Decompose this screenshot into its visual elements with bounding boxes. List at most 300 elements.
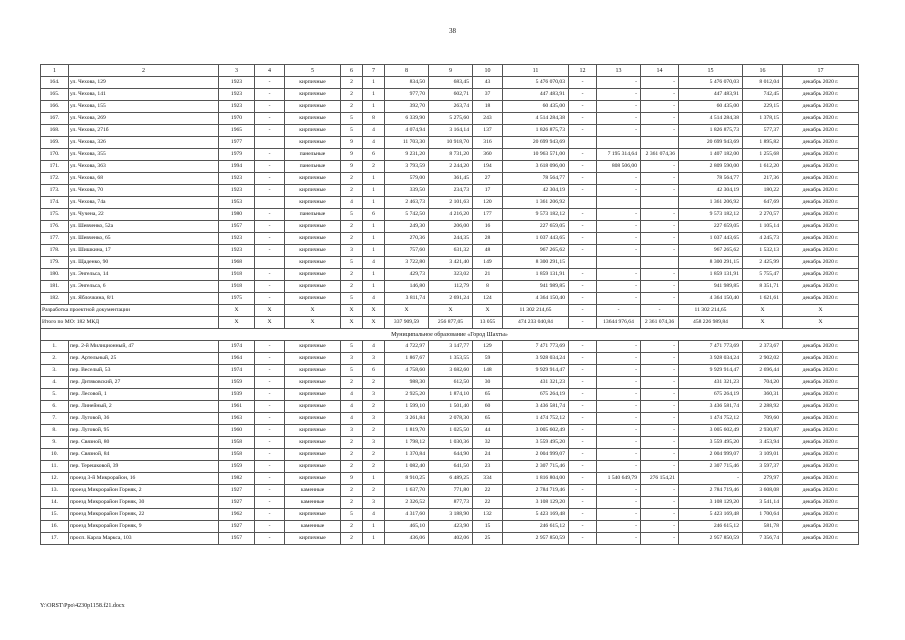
section-title: Муниципальное образование «Город Шахты» <box>41 329 859 341</box>
table-cell: - <box>641 101 679 113</box>
table-cell: 78 564,77 <box>679 173 743 185</box>
table-cell: 2 <box>363 425 385 437</box>
table-cell: кирпичные <box>285 377 341 389</box>
table-row <box>41 245 859 257</box>
table-cell: кирпичные <box>285 461 341 473</box>
table-cell: 2 930,87 <box>743 425 783 437</box>
table-cell: - <box>597 281 641 293</box>
table-cell: кирпичные <box>285 197 341 209</box>
table-cell: 1 370,84 <box>385 449 429 461</box>
table-cell: 2 <box>341 89 363 101</box>
table-cell: 977,70 <box>385 89 429 101</box>
table-cell: 3 793,59 <box>385 161 429 173</box>
table-cell: 4 <box>363 509 385 521</box>
table-cell: - <box>569 173 597 185</box>
summary-cell: X <box>219 317 255 329</box>
table-cell: - <box>569 125 597 137</box>
table-cell: просп. Карла Маркса, 103 <box>69 533 219 545</box>
table-cell: 1964 <box>219 353 255 365</box>
table-cell: 2 <box>363 485 385 497</box>
table-cell: 168. <box>41 125 69 137</box>
table-cell: - <box>597 221 641 233</box>
table-cell: пер. Луговой, 36 <box>69 413 219 425</box>
table-cell: 9 231,20 <box>385 149 429 161</box>
table-cell: 3 541,14 <box>743 497 783 509</box>
table-cell: 1970 <box>219 113 255 125</box>
summary-cell: X <box>473 305 503 317</box>
table-cell: 3. <box>41 365 69 377</box>
table-cell: - <box>641 365 679 377</box>
column-number: 8 <box>385 65 429 77</box>
table-cell: 24 <box>473 449 503 461</box>
summary-cell: X <box>363 317 385 329</box>
table-cell: - <box>641 401 679 413</box>
table-cell: - <box>255 533 285 545</box>
table-cell: 2 902,02 <box>743 353 783 365</box>
table-cell: 742,45 <box>743 89 783 101</box>
table-cell: 4 <box>341 413 363 425</box>
table-cell: 941 989,85 <box>679 281 743 293</box>
table-cell: - <box>569 77 597 89</box>
summary-cell: X <box>743 305 783 317</box>
table-cell: 2 <box>341 485 363 497</box>
table-cell: - <box>255 125 285 137</box>
table-cell: декабрь 2020 г. <box>783 401 859 413</box>
table-cell: 132 <box>473 509 503 521</box>
page-number: 38 <box>449 27 456 35</box>
table-row <box>41 113 859 125</box>
table-cell: - <box>597 425 641 437</box>
table-cell: 8 <box>473 281 503 293</box>
table-cell: 2 373,67 <box>743 341 783 353</box>
table-cell: ул. Чехова, 141 <box>69 89 219 101</box>
table-cell: 4 758,60 <box>385 365 429 377</box>
table-cell: 429,73 <box>385 269 429 281</box>
table-cell <box>641 137 679 149</box>
table-row <box>41 77 859 89</box>
column-number: 3 <box>219 65 255 77</box>
table-cell: - <box>597 269 641 281</box>
table-cell: - <box>255 365 285 377</box>
table-cell: 316 <box>473 137 503 149</box>
table-cell: 176. <box>41 221 69 233</box>
table-cell: 6 <box>363 365 385 377</box>
table-cell: 1959 <box>219 461 255 473</box>
table-cell: 1 407 182,00 <box>679 149 743 161</box>
table-cell: 2 <box>363 449 385 461</box>
table-cell: 170. <box>41 149 69 161</box>
table-cell: 4 245,73 <box>743 233 783 245</box>
table-cell: 1 <box>363 269 385 281</box>
table-cell: 3 109,01 <box>743 449 783 461</box>
table-cell: 4 <box>363 257 385 269</box>
table-row <box>41 89 859 101</box>
table-cell: кирпичные <box>285 473 341 485</box>
table-cell: 173. <box>41 185 69 197</box>
table-cell: - <box>255 185 285 197</box>
table-cell: 10. <box>41 449 69 461</box>
summary-cell: 256 877,05 <box>429 317 473 329</box>
table-cell: 270,36 <box>385 233 429 245</box>
table-cell: декабрь 2020 г. <box>783 221 859 233</box>
table-cell: - <box>255 389 285 401</box>
table-cell: 1974 <box>219 341 255 353</box>
table-cell: 1 826 875,73 <box>503 125 569 137</box>
table-cell: 3 <box>341 245 363 257</box>
table-row <box>41 125 859 137</box>
table-cell: 5. <box>41 389 69 401</box>
table-cell: 65 <box>473 413 503 425</box>
table-cell: 1 599,10 <box>385 401 429 413</box>
table-cell: 3 108 129,20 <box>503 497 569 509</box>
table-cell: 1 474 752,12 <box>679 413 743 425</box>
table-row <box>41 521 859 533</box>
table-cell: декабрь 2020 г. <box>783 413 859 425</box>
table-cell: кирпичные <box>285 353 341 365</box>
table-cell: кирпичные <box>285 449 341 461</box>
table-cell: ул. Чехова, 271б <box>69 125 219 137</box>
table-cell: 8 351,71 <box>743 281 783 293</box>
table-cell: 988,30 <box>385 377 429 389</box>
table-cell: декабрь 2020 г. <box>783 185 859 197</box>
table-cell: 6 <box>363 149 385 161</box>
table-cell: 9 <box>341 473 363 485</box>
table-cell: - <box>597 353 641 365</box>
table-cell: 1 025,50 <box>429 425 473 437</box>
table-cell: 7 471 773,69 <box>679 341 743 353</box>
table-cell: 3 <box>341 353 363 365</box>
table-cell: 42 304,19 <box>503 185 569 197</box>
table-cell <box>597 137 641 149</box>
table-cell: 3 597,37 <box>743 461 783 473</box>
table-cell: 683,45 <box>429 77 473 89</box>
table-cell: 7 471 773,69 <box>503 341 569 353</box>
table-cell: 9 <box>341 137 363 149</box>
table-cell: 169. <box>41 137 69 149</box>
table-cell: кирпичные <box>285 113 341 125</box>
table-cell: 3 722,80 <box>385 257 429 269</box>
file-path: Y:\ORST\Ppo\4230p1158.f21.docx <box>40 603 125 609</box>
table-cell: 2 <box>363 461 385 473</box>
table-cell: 234,73 <box>429 185 473 197</box>
table-cell: 1980 <box>219 209 255 221</box>
column-number: 15 <box>679 65 743 77</box>
table-cell: декабрь 2020 г. <box>783 101 859 113</box>
table-cell: 1923 <box>219 101 255 113</box>
table-cell: 1 474 752,12 <box>503 413 569 425</box>
table-cell: декабрь 2020 г. <box>783 365 859 377</box>
table-cell: - <box>569 533 597 545</box>
table-cell: 1 700,64 <box>743 509 783 521</box>
table-cell: кирпичные <box>285 389 341 401</box>
table-cell: декабрь 2020 г. <box>783 533 859 545</box>
column-number: 2 <box>69 65 219 77</box>
table-cell: пер. Линейный, 2 <box>69 401 219 413</box>
table-cell: - <box>641 485 679 497</box>
table-row <box>41 533 859 545</box>
table-cell: ул. Чехова, 70 <box>69 185 219 197</box>
table-cell: ул. Шевченко, 65 <box>69 233 219 245</box>
table-cell: 30 <box>473 377 503 389</box>
table-cell: 1 501,40 <box>429 401 473 413</box>
table-cell: 2 809 590,00 <box>679 161 743 173</box>
table-cell: 17 <box>473 185 503 197</box>
table-cell: 1 037 443,65 <box>679 233 743 245</box>
table-cell: 675 264,19 <box>503 389 569 401</box>
table-cell: 1974 <box>219 365 255 377</box>
column-number: 17 <box>783 65 859 77</box>
table-cell: - <box>641 89 679 101</box>
table-cell: кирпичные <box>285 533 341 545</box>
table-cell: 3 147,77 <box>429 341 473 353</box>
table-cell: декабрь 2020 г. <box>783 113 859 125</box>
table-row <box>41 425 859 437</box>
table-cell: пер. Дитяковский, 27 <box>69 377 219 389</box>
table-cell: 23 <box>473 461 503 473</box>
summary-row <box>41 305 859 317</box>
table-cell: проезд 3-й Микрорайон, 16 <box>69 473 219 485</box>
table-cell: 2 463,73 <box>385 197 429 209</box>
table-cell: ул. Чехова, 269 <box>69 113 219 125</box>
table-cell: 1 612,20 <box>743 161 783 173</box>
table-cell: 2 957 850,59 <box>679 533 743 545</box>
column-number: 12 <box>569 65 597 77</box>
table-cell: ул. Чехова, 355 <box>69 149 219 161</box>
table-cell: - <box>255 89 285 101</box>
table-cell: 16. <box>41 521 69 533</box>
table-cell: пер. Терешковой, 39 <box>69 461 219 473</box>
table-cell: 2 <box>341 101 363 113</box>
table-cell: 60 435,00 <box>503 101 569 113</box>
table-cell: 2 270,57 <box>743 209 783 221</box>
table-cell: 2 361 074,36 <box>641 149 679 161</box>
table-cell: каменные <box>285 485 341 497</box>
table-cell: - <box>255 245 285 257</box>
table-cell: 3 436 581,74 <box>503 401 569 413</box>
table-cell: 641,50 <box>429 461 473 473</box>
table-cell: - <box>569 389 597 401</box>
table-cell: ул. Чехова, 363 <box>69 161 219 173</box>
table-cell: 1923 <box>219 233 255 245</box>
table-cell: 3 811,74 <box>385 293 429 305</box>
table-cell: 148 <box>473 365 503 377</box>
table-cell: ул. Щаденко, 90 <box>69 257 219 269</box>
column-number: 6 <box>341 65 363 77</box>
table-cell: 1975 <box>219 293 255 305</box>
table-cell: 1 255,68 <box>743 149 783 161</box>
table-cell: 5 275,60 <box>429 113 473 125</box>
summary-cell: 2 361 074,36 <box>641 317 679 329</box>
table-cell: - <box>597 485 641 497</box>
table-cell: 1 <box>363 473 385 485</box>
table-cell: 7. <box>41 413 69 425</box>
table-cell: 4 <box>341 389 363 401</box>
column-number: 4 <box>255 65 285 77</box>
table-cell: - <box>641 377 679 389</box>
table-cell: - <box>597 401 641 413</box>
table-cell: 9 573 182,12 <box>503 209 569 221</box>
table-cell: ул. Чехова, 74а <box>69 197 219 209</box>
table-cell: 10 918,70 <box>429 137 473 149</box>
table-cell: 2 078,30 <box>429 413 473 425</box>
table-cell: - <box>569 509 597 521</box>
summary-cell: X <box>219 305 255 317</box>
table-cell: - <box>569 293 597 305</box>
table-cell: - <box>569 281 597 293</box>
section-row <box>41 329 859 341</box>
table-cell: - <box>255 521 285 533</box>
table-cell: 1958 <box>219 437 255 449</box>
column-number: 7 <box>363 65 385 77</box>
table-cell: кирпичные <box>285 125 341 137</box>
table-cell: 129 <box>473 341 503 353</box>
table-cell: 3 005 602,49 <box>503 425 569 437</box>
table-cell: 1957 <box>219 221 255 233</box>
table-cell: 602,71 <box>429 89 473 101</box>
table-cell: 4 <box>363 341 385 353</box>
table-cell: - <box>641 209 679 221</box>
summary-cell: X <box>341 305 363 317</box>
table-cell: 177 <box>473 209 503 221</box>
table-cell: 4 <box>363 125 385 137</box>
table-row <box>41 173 859 185</box>
table-cell: 14. <box>41 497 69 509</box>
table-cell: ул. Яблочкина, 8/1 <box>69 293 219 305</box>
table-cell: 877,73 <box>429 497 473 509</box>
table-cell: декабрь 2020 г. <box>783 257 859 269</box>
table-cell: 3 421,40 <box>429 257 473 269</box>
table-cell: 3 005 602,49 <box>679 425 743 437</box>
table-cell: 581,78 <box>743 521 783 533</box>
table-cell: 361,45 <box>429 173 473 185</box>
table-cell: - <box>569 449 597 461</box>
table-cell: 1 361 206,92 <box>679 197 743 209</box>
table-row <box>41 341 859 353</box>
table-cell: 59 <box>473 353 503 365</box>
column-number: 1 <box>41 65 69 77</box>
table-cell: - <box>255 473 285 485</box>
table-cell: кирпичные <box>285 233 341 245</box>
table-cell: 5 <box>341 125 363 137</box>
table-cell: 149 <box>473 257 503 269</box>
column-number: 11 <box>503 65 569 77</box>
table-cell: 5 <box>341 509 363 521</box>
table-cell: 171. <box>41 161 69 173</box>
table-cell: 3 <box>363 389 385 401</box>
table-cell: 3 164,14 <box>429 125 473 137</box>
table-cell: 1 361 206,92 <box>503 197 569 209</box>
table-cell: 9 929 914,47 <box>679 365 743 377</box>
table-cell: кирпичные <box>285 185 341 197</box>
table-cell: 3 <box>363 437 385 449</box>
table-cell: 12. <box>41 473 69 485</box>
summary-label: Итого по МО: 182 МКД <box>41 317 219 329</box>
table-cell: - <box>255 113 285 125</box>
table-cell: 323,02 <box>429 269 473 281</box>
table-cell: 1 867,67 <box>385 353 429 365</box>
table-cell: 2 <box>341 521 363 533</box>
table-cell: 1 621,61 <box>743 293 783 305</box>
table-cell: кирпичные <box>285 293 341 305</box>
table-cell: 631,32 <box>429 245 473 257</box>
column-number: 14 <box>641 65 679 77</box>
data-table <box>40 64 859 545</box>
table-cell: 1923 <box>219 89 255 101</box>
summary-label: Разработка проектной документации <box>41 305 219 317</box>
summary-cell: X <box>285 317 341 329</box>
table-cell: 2 925,20 <box>385 389 429 401</box>
table-cell: пер. Артельный, 25 <box>69 353 219 365</box>
table-cell: 60 <box>473 401 503 413</box>
table-row <box>41 233 859 245</box>
table-cell: 1939 <box>219 389 255 401</box>
table-cell: 5 <box>341 257 363 269</box>
table-cell: - <box>255 209 285 221</box>
table-row <box>41 209 859 221</box>
table-cell: декабрь 2020 г. <box>783 269 859 281</box>
table-row <box>41 257 859 269</box>
table-cell: 644,90 <box>429 449 473 461</box>
table-row <box>41 461 859 473</box>
summary-cell: 458 226 989,84 <box>679 317 743 329</box>
table-cell: 22 <box>473 485 503 497</box>
table-cell: 10 963 571,00 <box>503 149 569 161</box>
table-cell: - <box>641 173 679 185</box>
table-cell: 1 030,36 <box>429 437 473 449</box>
table-cell: 7 195 314,64 <box>597 149 641 161</box>
table-cell: - <box>255 497 285 509</box>
table-cell: 2 <box>341 233 363 245</box>
table-cell: - <box>597 125 641 137</box>
table-cell: 7 356,74 <box>743 533 783 545</box>
table-cell: 227 659,05 <box>503 221 569 233</box>
table-cell: - <box>569 101 597 113</box>
table-row <box>41 401 859 413</box>
table-cell: проезд Микрорайон Горняк, 2 <box>69 485 219 497</box>
table-cell <box>255 197 285 209</box>
table-cell: 1963 <box>219 413 255 425</box>
table-row <box>41 161 859 173</box>
table-cell: 9 <box>341 149 363 161</box>
table-cell: 1927 <box>219 521 255 533</box>
table-cell: - <box>569 269 597 281</box>
table-cell: - <box>641 425 679 437</box>
table-cell <box>569 137 597 149</box>
table-cell: - <box>597 461 641 473</box>
table-cell: 431 321,23 <box>503 377 569 389</box>
table-cell: - <box>255 149 285 161</box>
table-cell: 436,06 <box>385 533 429 545</box>
table-cell: 3 188,90 <box>429 509 473 521</box>
table-cell: ул. Чехова, 68 <box>69 173 219 185</box>
table-cell: 175. <box>41 209 69 221</box>
table-cell: 276 154,21 <box>641 473 679 485</box>
table-cell: кирпичные <box>285 341 341 353</box>
table-cell: 1 <box>363 521 385 533</box>
table-cell: 8 731,20 <box>429 149 473 161</box>
table-cell: - <box>641 293 679 305</box>
table-cell: - <box>255 161 285 173</box>
table-cell: 577,37 <box>743 125 783 137</box>
table-cell: ул. Энгельса, 14 <box>69 269 219 281</box>
table-cell: 22 <box>473 497 503 509</box>
table-cell: - <box>597 173 641 185</box>
table-cell: декабрь 2020 г. <box>783 497 859 509</box>
table-cell: - <box>641 461 679 473</box>
table-cell: 1982 <box>219 473 255 485</box>
table-cell: 5 <box>341 113 363 125</box>
table-cell: - <box>597 449 641 461</box>
